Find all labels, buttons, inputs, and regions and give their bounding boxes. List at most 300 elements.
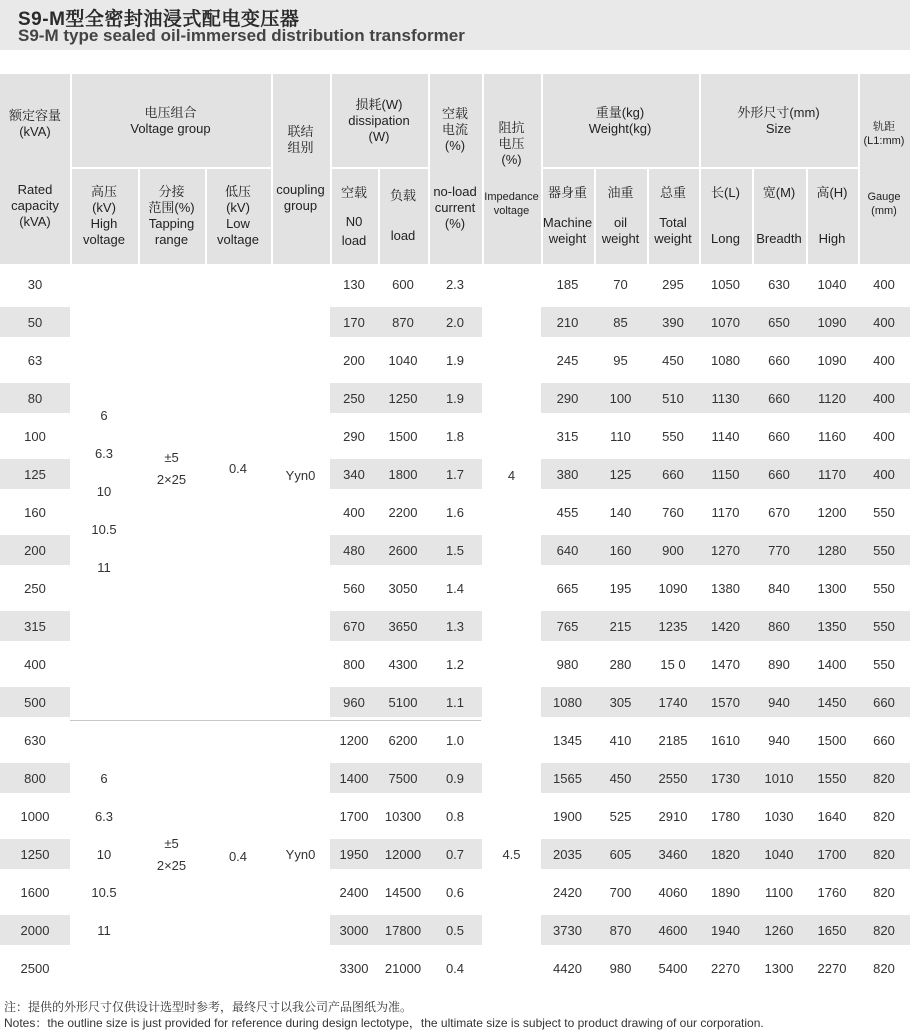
cell-height: 1040 xyxy=(817,276,847,292)
header-divider xyxy=(378,168,380,264)
cell-total-weight: 15 0 xyxy=(660,656,686,672)
cell-width: 1030 xyxy=(764,808,794,824)
header-weight-cn: 重量(kg) xyxy=(595,105,645,120)
cell-noload-current: 0.9 xyxy=(445,770,465,786)
header-oil-weight-en2: weight xyxy=(601,231,640,246)
cell-capacity: 30 xyxy=(27,276,43,292)
cell-body-weight: 210 xyxy=(556,314,579,330)
header-weight xyxy=(541,74,699,168)
cell-length: 1780 xyxy=(711,808,740,824)
header-width-cn: 宽(M) xyxy=(762,185,796,200)
cell-noload-loss: 960 xyxy=(343,694,365,710)
header-divider xyxy=(752,168,754,264)
header-load-loss xyxy=(378,168,428,264)
cell-load-loss: 1500 xyxy=(388,428,418,444)
cell-length: 1150 xyxy=(711,466,740,482)
header-tap-en1: Tapping xyxy=(148,216,195,231)
header-hv-en1: High xyxy=(90,216,118,231)
cell-length: 1420 xyxy=(711,618,740,634)
cell-total-weight: 4060 xyxy=(658,884,688,900)
header-hv-unit: (kV) xyxy=(92,200,116,215)
header-tap-cn2: 范围(%) xyxy=(148,200,195,215)
cell-noload-current: 1.2 xyxy=(445,656,465,672)
cell-load-loss: 1250 xyxy=(388,390,418,406)
cell-gauge: 550 xyxy=(873,504,895,520)
cell-gauge: 400 xyxy=(873,428,895,444)
cell-width: 1100 xyxy=(765,884,793,900)
header-oil-weight-en1: oil xyxy=(613,215,627,230)
cell-capacity: 50 xyxy=(27,314,43,330)
cell-length: 1130 xyxy=(711,390,740,406)
header-noload-loss xyxy=(330,168,378,264)
header-divider xyxy=(428,74,430,264)
cell-oil-weight: 305 xyxy=(609,694,632,710)
cell-gauge: 550 xyxy=(873,580,895,596)
header-total-weight-en1: Total xyxy=(659,215,687,230)
cell-load-loss: 1040 xyxy=(388,352,418,368)
group1-hv xyxy=(70,264,138,720)
cell-load-loss: 10300 xyxy=(384,808,422,824)
cell-noload-loss: 290 xyxy=(343,428,365,444)
header-divider xyxy=(647,168,649,264)
cell-noload-loss: 1400 xyxy=(339,770,369,786)
header-divider xyxy=(541,74,543,264)
cell-noload-current: 1.9 xyxy=(445,352,465,368)
cell-gauge: 400 xyxy=(873,390,895,406)
cell-body-weight: 1565 xyxy=(553,770,582,786)
cell-capacity: 1000 xyxy=(20,808,50,824)
cell-body-weight: 185 xyxy=(556,276,579,292)
cell-oil-weight: 410 xyxy=(609,732,632,748)
group2-hv xyxy=(70,722,138,988)
cell-height: 1450 xyxy=(817,694,847,710)
header-height xyxy=(806,168,858,264)
cell-gauge: 820 xyxy=(873,960,895,976)
title-bar xyxy=(0,0,910,50)
cell-height: 1400 xyxy=(817,656,847,672)
cell-width: 940 xyxy=(768,732,790,748)
header-divider xyxy=(330,167,428,169)
header-lv-cn: 低压 xyxy=(224,184,251,199)
cell-width: 890 xyxy=(768,656,790,672)
group2-coupling xyxy=(271,722,330,988)
cell-load-loss: 1800 xyxy=(388,466,418,482)
cell-noload-loss: 3000 xyxy=(339,922,369,938)
group1-lv-value: 0.4 xyxy=(228,461,248,476)
group1-impedance xyxy=(482,264,541,688)
cell-noload-current: 1.6 xyxy=(445,504,465,520)
header-length xyxy=(699,168,752,264)
cell-capacity: 500 xyxy=(24,694,46,710)
cell-body-weight: 765 xyxy=(556,618,579,634)
header-capacity-unit: (kVA) xyxy=(19,124,51,139)
header-capacity-cn: 额定容量 xyxy=(8,108,61,123)
cell-body-weight: 245 xyxy=(556,352,579,368)
cell-noload-current: 1.0 xyxy=(445,732,465,748)
cell-height: 1700 xyxy=(817,846,847,862)
cell-oil-weight: 450 xyxy=(609,770,632,786)
cell-gauge: 820 xyxy=(873,884,895,900)
cell-noload-current: 0.8 xyxy=(445,808,465,824)
header-width xyxy=(752,168,806,264)
cell-noload-loss: 1200 xyxy=(339,732,369,748)
group1-tap xyxy=(138,264,205,674)
cell-noload-current: 2.0 xyxy=(445,314,465,330)
cell-total-weight: 450 xyxy=(662,352,684,368)
cell-capacity: 1250 xyxy=(20,846,50,862)
header-gauge-cn1: 轨距 xyxy=(873,121,895,133)
cell-noload-current: 0.4 xyxy=(445,960,465,976)
cell-total-weight: 1235 xyxy=(658,618,688,634)
cell-width: 660 xyxy=(768,428,790,444)
header-impedance xyxy=(482,74,541,264)
cell-noload-loss: 2400 xyxy=(339,884,369,900)
cell-load-loss: 5100 xyxy=(388,694,418,710)
cell-capacity: 80 xyxy=(27,390,43,406)
cell-gauge: 820 xyxy=(873,770,895,786)
cell-oil-weight: 195 xyxy=(609,580,632,596)
cell-body-weight: 455 xyxy=(556,504,579,520)
header-coupling xyxy=(271,74,330,264)
cell-capacity: 400 xyxy=(24,656,46,672)
cell-length: 1610 xyxy=(711,732,740,748)
header-noload-loss-cn: 空载 xyxy=(340,184,367,200)
header-divider xyxy=(330,74,332,264)
cell-total-weight: 5400 xyxy=(658,960,688,976)
cell-noload-current: 0.7 xyxy=(445,846,465,862)
group1-impedance-value: 4 xyxy=(507,468,516,483)
header-impedance-cn1: 阻抗 xyxy=(498,120,525,135)
cell-oil-weight: 100 xyxy=(609,390,632,406)
header-total-weight xyxy=(647,168,699,264)
group1-coupling-value: Yyn0 xyxy=(285,468,316,483)
cell-height: 1200 xyxy=(817,504,847,520)
cell-gauge: 400 xyxy=(873,314,895,330)
header-noload-current-en1: no-load xyxy=(433,184,477,199)
cell-gauge: 550 xyxy=(873,542,895,558)
cell-height: 2270 xyxy=(817,960,847,976)
cell-width: 1260 xyxy=(764,922,794,938)
cell-gauge: 400 xyxy=(873,466,895,482)
header-divider xyxy=(482,74,484,264)
cell-load-loss: 21000 xyxy=(384,960,422,976)
title-english: S9-M type sealed oil-immersed distribution transformer xyxy=(18,26,465,45)
cell-total-weight: 2185 xyxy=(658,732,688,748)
cell-gauge: 660 xyxy=(873,732,895,748)
title-chinese: S9-M型全密封油浸式配电变压器 xyxy=(18,9,300,30)
cell-load-loss: 2200 xyxy=(388,504,418,520)
header-tap-cn1: 分接 xyxy=(158,184,185,199)
cell-oil-weight: 85 xyxy=(613,314,628,330)
group2-tap2: 2×25 xyxy=(156,858,187,873)
group2-impedance-value: 4.5 xyxy=(502,847,521,862)
cell-height: 1350 xyxy=(817,618,847,634)
cell-body-weight: 380 xyxy=(556,466,579,482)
cell-length: 1170 xyxy=(711,504,740,520)
cell-width: 660 xyxy=(768,390,790,406)
cell-height: 1160 xyxy=(818,428,846,444)
cell-noload-loss: 200 xyxy=(343,352,365,368)
cell-body-weight: 290 xyxy=(556,390,579,406)
group2-lv-value: 0.4 xyxy=(228,849,248,864)
cell-noload-current: 1.9 xyxy=(445,390,465,406)
group1-hv-value: 10 xyxy=(96,484,112,499)
cell-oil-weight: 980 xyxy=(609,960,632,976)
cell-load-loss: 7500 xyxy=(388,770,418,786)
cell-body-weight: 980 xyxy=(556,656,579,672)
cell-load-loss: 14500 xyxy=(384,884,422,900)
cell-load-loss: 17800 xyxy=(384,922,422,938)
cell-body-weight: 1345 xyxy=(553,732,582,748)
cell-length: 1570 xyxy=(711,694,740,710)
cell-oil-weight: 215 xyxy=(609,618,632,634)
header-coupling-cn2: 组别 xyxy=(287,140,314,155)
header-noload-loss-en2: load xyxy=(341,232,367,248)
cell-length: 1470 xyxy=(711,656,740,672)
header-body-weight xyxy=(541,168,594,264)
group2-hv-value: 11 xyxy=(97,923,111,938)
cell-width: 940 xyxy=(768,694,790,710)
cell-body-weight: 3730 xyxy=(553,922,582,938)
header-voltage-group-cn: 电压组合 xyxy=(144,105,197,120)
group1-tap1: ±5 xyxy=(164,450,179,465)
cell-oil-weight: 700 xyxy=(609,884,632,900)
cell-total-weight: 390 xyxy=(662,314,684,330)
cell-length: 1380 xyxy=(711,580,740,596)
header-length-cn: 长(L) xyxy=(711,185,740,200)
note-english: Notes：the outline size is just provided for reference during design lectotype，the ultimate size is subject to product drawing of our corporation. xyxy=(4,1016,764,1030)
header-tap-en2: range xyxy=(154,232,189,247)
header-divider xyxy=(541,167,858,169)
cell-width: 630 xyxy=(768,276,790,292)
cell-noload-current: 1.5 xyxy=(445,542,465,558)
group2-hv-value: 10 xyxy=(96,847,112,862)
cell-capacity: 2500 xyxy=(20,960,50,976)
group2-lv xyxy=(205,722,271,992)
header-height-cn: 高(H) xyxy=(816,185,848,200)
cell-noload-loss: 3300 xyxy=(339,960,369,976)
cell-body-weight: 1900 xyxy=(553,808,582,824)
cell-capacity: 200 xyxy=(24,542,46,558)
header-divider xyxy=(699,74,701,264)
cell-load-loss: 3050 xyxy=(388,580,418,596)
header-capacity-en3: (kVA) xyxy=(19,214,51,229)
cell-gauge: 400 xyxy=(873,276,895,292)
header-size-cn: 外形尺寸(mm) xyxy=(737,105,820,120)
cell-noload-loss: 560 xyxy=(343,580,365,596)
group2-impedance xyxy=(482,722,541,988)
cell-total-weight: 760 xyxy=(662,504,684,520)
group2-hv-value: 10.5 xyxy=(91,885,117,900)
cell-noload-loss: 400 xyxy=(343,504,365,520)
header-lv-unit: (kV) xyxy=(226,200,250,215)
cell-width: 1300 xyxy=(764,960,794,976)
cell-gauge: 550 xyxy=(873,618,895,634)
cell-body-weight: 1080 xyxy=(553,694,582,710)
cell-gauge: 820 xyxy=(873,922,895,938)
cell-capacity: 315 xyxy=(24,618,46,634)
cell-noload-current: 1.8 xyxy=(445,428,465,444)
cell-height: 1280 xyxy=(817,542,847,558)
cell-height: 1640 xyxy=(817,808,847,824)
cell-capacity: 2000 xyxy=(20,922,50,938)
header-divider xyxy=(806,168,808,264)
cell-length: 1890 xyxy=(711,884,740,900)
cell-length: 1050 xyxy=(711,276,740,292)
group1-lv xyxy=(205,264,271,674)
cell-length: 1940 xyxy=(711,922,740,938)
cell-total-weight: 2910 xyxy=(658,808,688,824)
cell-load-loss: 12000 xyxy=(384,846,422,862)
cell-load-loss: 870 xyxy=(392,314,414,330)
header-width-en: Breadth xyxy=(756,231,802,246)
cell-load-loss: 6200 xyxy=(388,732,418,748)
cell-noload-current: 1.1 xyxy=(445,694,465,710)
cell-noload-current: 0.5 xyxy=(445,922,465,938)
header-noload-current-en3: (%) xyxy=(444,216,466,231)
cell-oil-weight: 605 xyxy=(609,846,632,862)
cell-capacity: 250 xyxy=(24,580,46,596)
cell-total-weight: 550 xyxy=(662,428,684,444)
cell-load-loss: 600 xyxy=(392,276,414,292)
header-divider xyxy=(205,168,207,264)
cell-noload-current: 2.3 xyxy=(445,276,465,292)
header-loss-unit: (W) xyxy=(368,129,390,144)
cell-height: 1170 xyxy=(818,466,846,482)
cell-height: 1760 xyxy=(817,884,847,900)
cell-noload-current: 1.3 xyxy=(445,618,465,634)
cell-oil-weight: 70 xyxy=(613,276,628,292)
header-noload-loss-en1: N0 xyxy=(345,213,363,229)
cell-length: 1070 xyxy=(711,314,740,330)
group-separator xyxy=(70,720,481,721)
cell-total-weight: 1090 xyxy=(658,580,688,596)
header-oil-weight-cn: 油重 xyxy=(607,185,634,200)
group2-tap1: ±5 xyxy=(164,836,179,851)
header-coupling-cn1: 联结 xyxy=(287,124,314,139)
cell-body-weight: 4420 xyxy=(553,960,582,976)
cell-capacity: 63 xyxy=(27,352,43,368)
cell-length: 2270 xyxy=(711,960,740,976)
cell-height: 1500 xyxy=(817,732,847,748)
cell-oil-weight: 160 xyxy=(609,542,632,558)
note-chinese: 注：提供的外形尺寸仅供设计选型时参考，最终尺寸以我公司产品图纸为准。 xyxy=(4,1000,413,1014)
header-body-weight-cn: 器身重 xyxy=(547,185,587,200)
cell-width: 1010 xyxy=(764,770,794,786)
cell-total-weight: 900 xyxy=(662,542,684,558)
header-tap xyxy=(138,168,205,264)
cell-capacity: 160 xyxy=(24,504,46,520)
header-length-en: Long xyxy=(711,231,740,246)
group1-tap2: 2×25 xyxy=(156,472,187,487)
header-weight-en: Weight(kg) xyxy=(588,121,652,136)
header-divider xyxy=(594,168,596,264)
cell-length: 1820 xyxy=(711,846,740,862)
header-capacity-en1: Rated xyxy=(17,182,53,197)
cell-width: 840 xyxy=(768,580,790,596)
cell-noload-loss: 480 xyxy=(343,542,365,558)
header-loss xyxy=(330,74,428,168)
header-noload-current-cn2: 电流 xyxy=(441,122,468,137)
header-load-loss-en: load xyxy=(390,228,416,243)
group1-hv-value: 10.5 xyxy=(91,522,117,537)
cell-length: 1730 xyxy=(711,770,740,786)
group1-hv-value: 6.3 xyxy=(94,446,114,461)
cell-width: 660 xyxy=(768,352,790,368)
cell-total-weight: 510 xyxy=(662,390,684,406)
header-divider xyxy=(858,74,860,264)
header-total-weight-cn: 总重 xyxy=(659,185,686,200)
header-impedance-en2: voltage xyxy=(493,205,530,217)
header-hv xyxy=(70,168,138,264)
group1-hv-value: 6 xyxy=(100,408,108,423)
cell-oil-weight: 525 xyxy=(609,808,632,824)
cell-gauge: 660 xyxy=(873,694,895,710)
cell-gauge: 550 xyxy=(873,656,895,672)
cell-noload-loss: 670 xyxy=(343,618,365,634)
header-noload-current-en2: current xyxy=(434,200,476,215)
cell-height: 1120 xyxy=(818,390,846,406)
cell-gauge: 820 xyxy=(873,846,895,862)
cell-body-weight: 665 xyxy=(556,580,579,596)
header-loss-cn: 损耗(W) xyxy=(355,97,403,112)
cell-width: 660 xyxy=(768,466,790,482)
header-lv xyxy=(205,168,271,264)
cell-width: 670 xyxy=(768,504,790,520)
cell-load-loss: 4300 xyxy=(388,656,418,672)
header-coupling-en2: group xyxy=(283,198,318,213)
header-impedance-unit: (%) xyxy=(501,152,522,167)
header-divider xyxy=(70,74,72,264)
cell-noload-loss: 340 xyxy=(343,466,365,482)
group1-coupling xyxy=(271,264,330,688)
cell-body-weight: 640 xyxy=(556,542,579,558)
cell-load-loss: 3650 xyxy=(388,618,418,634)
header-capacity-en2: capacity xyxy=(11,198,59,213)
cell-noload-loss: 130 xyxy=(343,276,365,292)
cell-body-weight: 2035 xyxy=(553,846,582,862)
header-coupling-en1: coupling xyxy=(276,182,325,197)
header-noload-current xyxy=(428,74,482,264)
header-voltage-group xyxy=(70,74,271,168)
cell-height: 1650 xyxy=(817,922,847,938)
cell-gauge: 400 xyxy=(873,352,895,368)
header-voltage-group-en: Voltage group xyxy=(130,121,211,136)
header-gauge xyxy=(858,74,910,264)
cell-capacity: 100 xyxy=(24,428,46,444)
cell-body-weight: 315 xyxy=(556,428,579,444)
cell-capacity: 125 xyxy=(24,466,46,482)
header-height-en: High xyxy=(818,231,846,246)
header-noload-current-cn1: 空载 xyxy=(441,106,468,121)
cell-height: 1090 xyxy=(817,352,847,368)
header-gauge-en1: Gauge xyxy=(867,191,901,203)
cell-noload-loss: 1950 xyxy=(339,846,369,862)
cell-height: 1550 xyxy=(817,770,847,786)
cell-oil-weight: 110 xyxy=(610,428,631,444)
group2-hv-value: 6.3 xyxy=(94,809,114,824)
group2-tap xyxy=(138,722,205,988)
header-gauge-cn2: (L1:mm) xyxy=(863,135,905,147)
cell-height: 1090 xyxy=(817,314,847,330)
cell-oil-weight: 280 xyxy=(609,656,632,672)
cell-noload-loss: 170 xyxy=(343,314,365,330)
cell-load-loss: 2600 xyxy=(388,542,418,558)
cell-noload-current: 1.7 xyxy=(445,466,465,482)
cell-total-weight: 2550 xyxy=(658,770,688,786)
header-loss-en: dissipation xyxy=(348,113,410,128)
cell-noload-current: 1.4 xyxy=(445,580,465,596)
